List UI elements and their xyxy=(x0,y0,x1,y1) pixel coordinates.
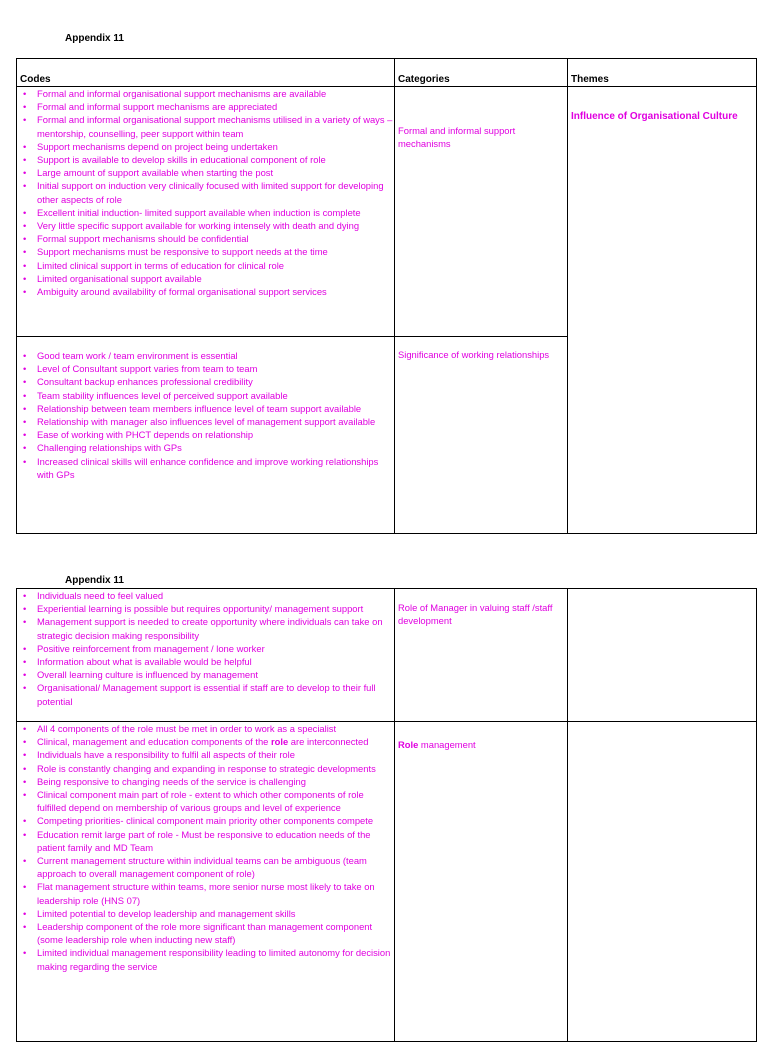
list-item: • Flat management structure within teams, more senior nurse most likely to take on leadership role (HNS 07) xyxy=(37,880,394,906)
list-item: • Individuals need to feel valued xyxy=(37,589,394,602)
list-item: • Being responsive to changing needs of the service is challenging xyxy=(37,775,394,788)
list-item: • Individuals have a responsibility to fulfil all aspects of their role xyxy=(37,748,394,761)
list-item: • Organisational/ Management support is essential if staff are to develop to their full potential xyxy=(37,681,394,707)
appendix-label: Appendix 11 xyxy=(65,33,124,44)
list-item: • Limited individual management responsibility leading to limited autonomy for decision making regarding the service xyxy=(37,946,394,972)
category-text: Formal and informal support mechanisms xyxy=(398,125,516,150)
list-item: • Limited clinical support in terms of education for clinical role xyxy=(37,259,394,272)
list-item: • Support mechanisms depend on project being undertaken xyxy=(37,140,394,153)
list-item: • Relationship with manager also influences level of management support available xyxy=(37,415,394,428)
list-item: • Formal and informal support mechanisms are appreciated xyxy=(37,100,394,113)
appendix-label: Appendix 11 xyxy=(65,575,124,586)
list-item: • Positive reinforcement from management / lone worker xyxy=(37,642,394,655)
list-item: • Challenging relationships with GPs xyxy=(37,441,394,454)
list-item xyxy=(37,735,394,748)
category-text: Role of Manager in valuing staff /staff development xyxy=(398,602,553,627)
codes-list xyxy=(17,589,394,708)
list-item: • Management support is needed to create opportunity where individuals can take on strategic decision making responsibility xyxy=(37,615,394,641)
codes-list xyxy=(17,349,394,481)
table-row xyxy=(17,722,757,1042)
list-item: • Initial support on induction very clinically focused with limited support for developing other aspects of role xyxy=(37,179,394,205)
list-item-text: Clinical, management and education components of the xyxy=(37,736,271,748)
category-cell xyxy=(395,87,568,337)
category-cell xyxy=(395,722,568,1042)
analysis-table-1 xyxy=(16,58,757,534)
codes-cell xyxy=(17,87,395,337)
list-item: • Ambiguity around availability of formal organisational support services xyxy=(37,285,394,298)
category-text xyxy=(395,738,567,751)
category-text: Significance of working relationships xyxy=(398,349,550,360)
category-cell xyxy=(395,589,568,722)
list-item: • Limited organisational support available xyxy=(37,272,394,285)
list-item: • Current management structure within individual teams can be ambiguous (team approach to overall management component of role) xyxy=(37,854,394,880)
list-item: • Experiential learning is possible but requires opportunity/ management support xyxy=(37,602,394,615)
header-themes: Themes xyxy=(568,59,757,87)
list-item: • Formal and informal organisational support mechanisms utilised in a variety of ways – mentorship, counselling, peer support within team xyxy=(37,113,394,139)
list-item: • Good team work / team environment is essential xyxy=(37,349,394,362)
list-item: • Increased clinical skills will enhance confidence and improve working relationships with GPs xyxy=(37,455,394,481)
category-bold: Role xyxy=(398,739,419,750)
header-codes: Codes xyxy=(17,59,395,87)
analysis-table-2 xyxy=(16,588,757,1042)
list-item: • Support is available to develop skills in educational component of role xyxy=(37,153,394,166)
list-item: • Role is constantly changing and expanding in response to strategic developments xyxy=(37,762,394,775)
list-item: • Formal and informal organisational support mechanisms are available xyxy=(37,87,394,100)
theme-text: Influence of Organisational Culture xyxy=(571,111,738,122)
list-item: • Very little specific support available for working intensely with death and dying xyxy=(37,219,394,232)
list-item: • All 4 components of the role must be met in order to work as a specialist xyxy=(37,722,394,735)
codes-cell xyxy=(17,722,395,1042)
list-item: • Team stability influences level of perceived support available xyxy=(37,389,394,402)
list-item: • Limited potential to develop leadership and management skills xyxy=(37,907,394,920)
list-item: • Large amount of support available when starting the post xyxy=(37,166,394,179)
theme-cell xyxy=(568,589,757,722)
table-row xyxy=(17,87,757,337)
list-item: • Support mechanisms must be responsive to support needs at the time xyxy=(37,245,394,258)
list-item: • Competing priorities- clinical component main priority other components compete xyxy=(37,814,394,827)
list-item: • Overall learning culture is influenced by management xyxy=(37,668,394,681)
list-item: • Education remit large part of role - Must be responsive to education needs of the patient family and MD Team xyxy=(37,828,394,854)
category-rest: management xyxy=(418,739,476,750)
list-item: • Formal support mechanisms should be confidential xyxy=(37,232,394,245)
list-item: • Relationship between team members influence level of team support available xyxy=(37,402,394,415)
list-item: • Information about what is available would be helpful xyxy=(37,655,394,668)
list-item: • Clinical component main part of role - extent to which other components of role fulfilled depend on membership of various groups and level of experience xyxy=(37,788,394,814)
theme-cell xyxy=(568,722,757,1042)
codes-cell xyxy=(17,337,395,534)
category-cell xyxy=(395,337,568,534)
list-item: • Level of Consultant support varies from team to team xyxy=(37,362,394,375)
list-item: • Leadership component of the role more significant than management component (some leadership role when inducting new staff) xyxy=(37,920,394,946)
list-item-text: role xyxy=(271,736,289,748)
table-header-row xyxy=(17,59,757,87)
list-item-text: are interconnected xyxy=(288,736,369,748)
theme-cell xyxy=(568,87,757,534)
codes-list xyxy=(17,722,394,973)
codes-cell xyxy=(17,589,395,722)
list-item: • Excellent initial induction- limited support available when induction is complete xyxy=(37,206,394,219)
list-item: • Consultant backup enhances professional credibility xyxy=(37,375,394,388)
codes-list xyxy=(17,87,394,298)
header-categories: Categories xyxy=(395,59,568,87)
list-item: • Ease of working with PHCT depends on relationship xyxy=(37,428,394,441)
table-row xyxy=(17,589,757,722)
